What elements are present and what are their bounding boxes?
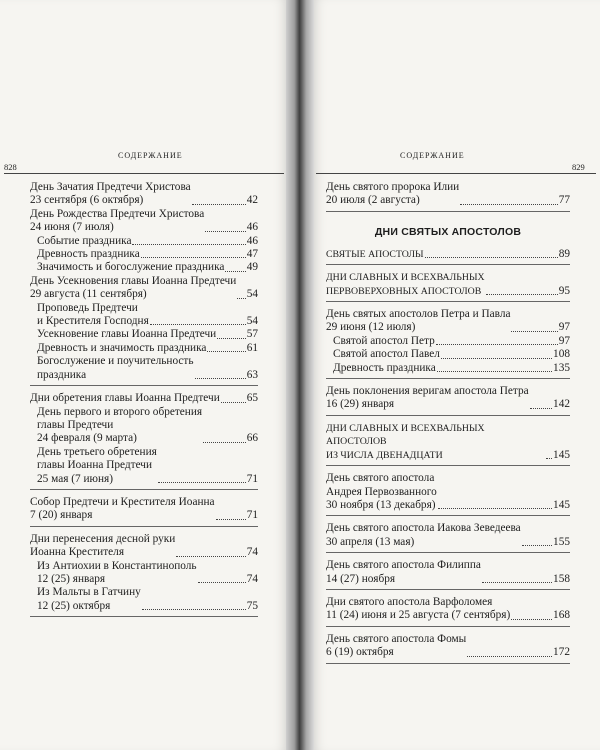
- toc-entry-title: День Рождества Предтечи Христова 24 июня (7 июля): [30, 207, 205, 234]
- toc-entry-title: День Усекновения главы Иоанна Предтечи 29 августа (11 сентября): [30, 274, 237, 301]
- leader-dots: [150, 320, 246, 325]
- leader-dots: [237, 294, 245, 299]
- leader-dots: [438, 504, 552, 509]
- toc-group: [30, 392, 258, 490]
- toc-entry-page: 42: [246, 194, 258, 207]
- toc-entry-page: 74: [246, 572, 258, 585]
- toc-entry[interactable]: [326, 385, 570, 412]
- toc-entry-title: Святой апостол Павел: [333, 348, 440, 361]
- leader-dots: [205, 227, 245, 232]
- toc-entry-page: 158: [553, 572, 570, 585]
- leader-dots: [460, 200, 557, 205]
- left-toc: [30, 181, 258, 617]
- toc-group: [326, 633, 570, 664]
- left-page-number: 828: [4, 162, 17, 172]
- leader-dots: [225, 267, 245, 272]
- toc-entry-title: День святого пророка Илии 20 июля (2 августа): [326, 181, 460, 207]
- toc-entry[interactable]: [30, 533, 258, 560]
- toc-entry[interactable]: [30, 208, 258, 235]
- toc-entry[interactable]: [30, 302, 258, 329]
- toc-entry[interactable]: [30, 235, 258, 248]
- toc-entry[interactable]: [326, 522, 570, 549]
- toc-entry[interactable]: [326, 348, 570, 361]
- toc-entry-title: Проповедь Предтечи и Крестителя Господня: [37, 301, 149, 328]
- leader-dots: [522, 541, 552, 546]
- toc-entry-title: Богослужение и поучительность праздника: [37, 355, 194, 381]
- leader-dots: [437, 367, 552, 372]
- toc-entry[interactable]: [326, 335, 570, 348]
- toc-entry[interactable]: [30, 248, 258, 261]
- toc-entry[interactable]: [326, 362, 570, 375]
- toc-entry-page: 54: [246, 288, 258, 301]
- toc-entry-title: День третьего обретения главы Иоанна Предтечи 25 мая (7 июня): [37, 445, 157, 485]
- right-toc: [326, 181, 570, 664]
- toc-group: [326, 596, 570, 627]
- leader-dots: [441, 354, 552, 359]
- left-running-head: СОДЕРЖАНИЕ: [118, 151, 183, 160]
- toc-entry-title: Событие праздника: [37, 234, 132, 247]
- toc-entry-page: 95: [558, 284, 570, 297]
- toc-entry[interactable]: [30, 496, 258, 523]
- leader-dots: [203, 438, 246, 443]
- book-gutter: [286, 0, 314, 750]
- toc-entry-title: Собор Предтечи и Крестителя Иоанна 7 (20) января: [30, 495, 215, 522]
- toc-entry-page: 57: [246, 328, 258, 341]
- toc-entry[interactable]: [326, 181, 570, 208]
- toc-group: [30, 496, 258, 527]
- leader-dots: [192, 200, 246, 205]
- toc-entry-page: 47: [246, 248, 258, 261]
- toc-entry-page: 172: [553, 646, 570, 659]
- toc-entry-title: День Зачатия Предтечи Христова 23 сентября (6 октября): [30, 181, 191, 207]
- right-running-head: СОДЕРЖАНИЕ: [400, 151, 465, 160]
- leader-dots: [486, 290, 558, 295]
- toc-entry[interactable]: [30, 406, 258, 446]
- left-header-rule: [4, 173, 284, 174]
- leader-dots: [217, 334, 245, 339]
- toc-entry-page: 97: [558, 334, 570, 347]
- toc-entry[interactable]: [30, 392, 258, 405]
- leader-dots: [546, 454, 552, 459]
- toc-group: [326, 248, 570, 265]
- toc-entry-page: 77: [558, 194, 570, 207]
- toc-entry-page: 89: [558, 247, 570, 260]
- leader-dots: [141, 253, 246, 258]
- toc-entry[interactable]: [30, 586, 258, 613]
- leader-dots: [132, 240, 245, 245]
- leader-dots: [158, 478, 246, 483]
- toc-entry[interactable]: [326, 472, 570, 512]
- toc-entry[interactable]: [30, 275, 258, 302]
- toc-entry[interactable]: [30, 328, 258, 341]
- toc-entry-title: ДНИ СЛАВНЫХ И ВСЕХВАЛЬНЫХ АПОСТОЛОВ ИЗ ЧИСЛА ДВЕНАДЦАТИ: [326, 422, 485, 461]
- toc-entry-title: День святого апостола Филиппа 14 (27) ноября: [326, 559, 481, 585]
- toc-group: [326, 472, 570, 516]
- toc-group: [326, 559, 570, 590]
- toc-entry-page: 168: [553, 609, 570, 622]
- toc-entry-page: 135: [553, 361, 570, 374]
- toc-entry[interactable]: [326, 248, 570, 261]
- toc-entry-title: ДНИ СЛАВНЫХ И ВСЕХВАЛЬНЫХ ПЕРВОВЕРХОВНЫХ АПОСТОЛОВ: [326, 272, 485, 297]
- leader-dots: [511, 327, 557, 332]
- leader-dots: [195, 374, 246, 379]
- toc-entry-page: 46: [246, 234, 258, 247]
- toc-group: [326, 385, 570, 416]
- toc-entry-page: 63: [246, 368, 258, 381]
- toc-entry[interactable]: [30, 560, 258, 587]
- toc-entry-page: 66: [246, 432, 258, 445]
- toc-entry[interactable]: [30, 446, 258, 486]
- toc-entry-page: 71: [246, 509, 258, 522]
- leader-dots: [198, 578, 246, 583]
- leader-dots: [436, 340, 558, 345]
- toc-entry-title: Древность праздника: [37, 248, 140, 261]
- toc-entry-page: 46: [246, 221, 258, 234]
- toc-entry[interactable]: [30, 181, 258, 208]
- toc-group: [326, 308, 570, 379]
- toc-entry-title: Значимость и богослужение праздника: [37, 261, 225, 274]
- toc-entry-page: 49: [246, 261, 258, 274]
- leader-dots: [221, 398, 246, 403]
- toc-entry-page: 65: [246, 392, 258, 405]
- toc-group: [326, 522, 570, 553]
- toc-entry-title: Из Мальты в Гатчину 12 (25) октября: [37, 586, 141, 612]
- toc-entry-title: Дни обретения главы Иоанна Предтечи: [30, 392, 220, 405]
- leader-dots: [467, 652, 552, 657]
- leader-dots: [216, 515, 246, 520]
- toc-entry-page: 97: [558, 321, 570, 334]
- toc-entry-page: 71: [246, 472, 258, 485]
- right-header-rule: [316, 173, 596, 174]
- toc-entry[interactable]: [326, 271, 570, 298]
- section-heading: ДНИ СВЯТЫХ АПОСТОЛОВ: [374, 225, 522, 238]
- toc-entry-page: 108: [553, 348, 570, 361]
- leader-dots: [142, 605, 246, 610]
- toc-entry[interactable]: [326, 422, 570, 462]
- toc-entry-page: 61: [246, 341, 258, 354]
- toc-entry-title: День святого апостола Андрея Первозванного 30 ноября (13 декабря): [326, 472, 437, 511]
- toc-entry-page: 54: [246, 315, 258, 328]
- toc-entry-title: Из Антиохии в Константинополь 12 (25) января: [37, 559, 197, 585]
- toc-entry[interactable]: [30, 355, 258, 382]
- toc-entry-title: День святых апостолов Петра и Павла 29 июня (12 июля): [326, 308, 511, 334]
- toc-entry-page: 145: [553, 448, 570, 461]
- leader-dots: [511, 615, 552, 620]
- toc-entry-page: 155: [553, 535, 570, 548]
- toc-entry-page: 75: [246, 599, 258, 612]
- toc-entry-page: 145: [553, 498, 570, 511]
- toc-entry-title: День святого апостола Фомы 6 (19) октября: [326, 632, 467, 659]
- toc-group: [30, 533, 258, 617]
- toc-entry-title: Усекновение главы Иоанна Предтечи: [37, 328, 217, 341]
- toc-entry[interactable]: [326, 559, 570, 586]
- toc-group: [30, 181, 258, 386]
- toc-entry[interactable]: [326, 633, 570, 660]
- right-toc-list: [326, 248, 570, 664]
- toc-entry-title: Дни святого апостола Варфоломея 11 (24) июня и 25 августа (7 сентября): [326, 595, 511, 622]
- leader-dots: [207, 347, 245, 352]
- toc-group: [326, 422, 570, 466]
- toc-entry-title: СВЯТЫЕ АПОСТОЛЫ: [326, 248, 424, 260]
- toc-entry-page: 142: [553, 398, 570, 411]
- leader-dots: [482, 578, 552, 583]
- toc-entry-page: 74: [246, 546, 258, 559]
- toc-entry-title: Древность и значимость праздника: [37, 341, 207, 354]
- toc-group: [326, 181, 570, 212]
- toc-entry-title: День первого и второго обретения главы Предтечи 24 февраля (9 марта): [37, 405, 203, 445]
- toc-entry[interactable]: [30, 261, 258, 274]
- toc-entry[interactable]: [30, 342, 258, 355]
- toc-group: [326, 271, 570, 302]
- toc-entry-title: День поклонения веригам апостола Петра 16 (29) января: [326, 385, 529, 411]
- right-page-number: 829: [572, 162, 585, 172]
- leader-dots: [425, 253, 558, 258]
- toc-entry-title: День святого апостола Иакова Зеведеева 30 апреля (13 мая): [326, 522, 521, 548]
- toc-entry-title: Древность праздника: [333, 361, 436, 374]
- leader-dots: [176, 552, 245, 557]
- leader-dots: [530, 404, 552, 409]
- toc-entry[interactable]: [326, 308, 570, 335]
- toc-entry[interactable]: [326, 596, 570, 623]
- toc-entry-title: Святой апостол Петр: [333, 334, 435, 347]
- toc-entry-title: Дни перенесения десной руки Иоанна Крестителя: [30, 532, 176, 559]
